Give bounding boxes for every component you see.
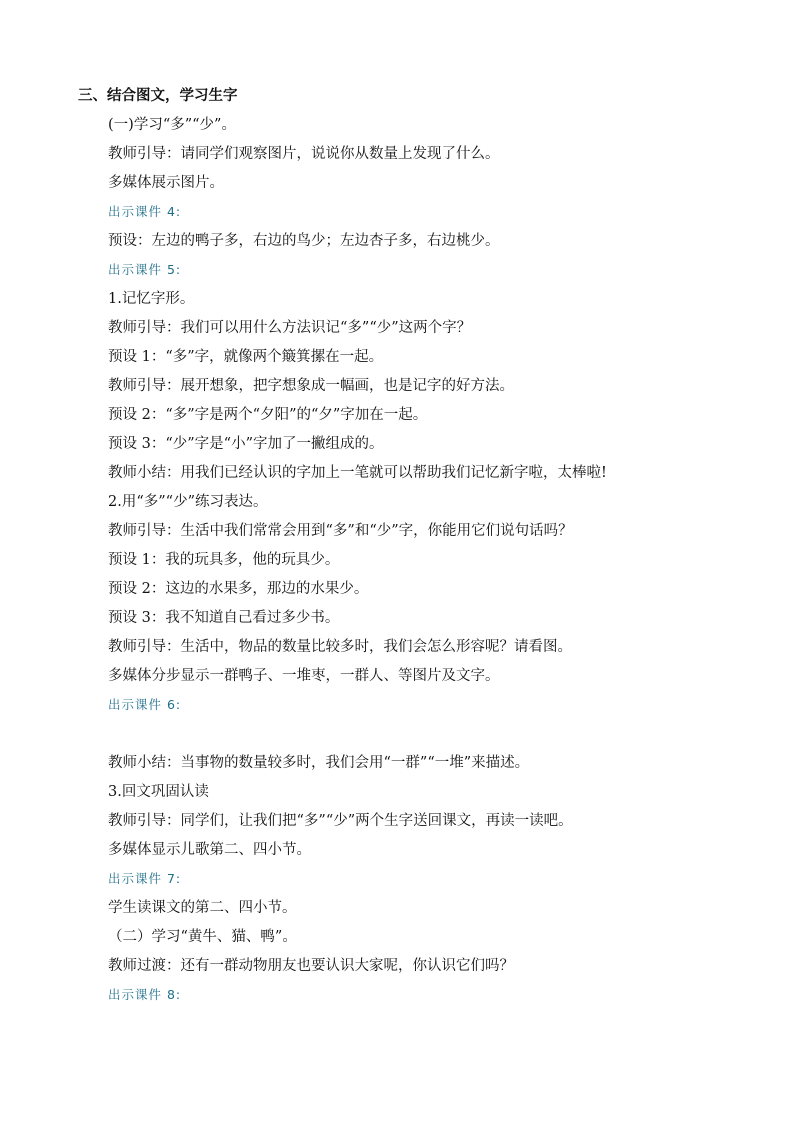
- paragraph: 预设 2：“多”字是两个“夕阳”的“夕”字加在一起。: [108, 407, 428, 423]
- subsection-2-title: （二）学习“黄牛、猫、鸭”。: [108, 929, 297, 945]
- paragraph: 教师小结：用我们已经认识的字加上一笔就可以帮助我们记忆新字啦，太棒啦!: [108, 465, 607, 481]
- paragraph: 预设：左边的鸭子多，右边的鸟少；左边杏子多，右边桃少。: [108, 233, 500, 249]
- paragraph: 多媒体显示儿歌第二、四小节。: [108, 842, 311, 858]
- paragraph: 预设 2：这边的水果多，那边的水果少。: [108, 581, 369, 597]
- subsection-1-title: (一)学习“多”“少”。: [108, 117, 236, 133]
- courseware-label: 出示课件 8:: [108, 987, 182, 1002]
- paragraph: 教师过渡：还有一群动物朋友也要认识大家呢，你认识它们吗？: [108, 958, 514, 974]
- numbered-step: 3.回文巩固认读: [108, 784, 209, 800]
- paragraph: 预设 1：我的玩具多，他的玩具少。: [108, 552, 340, 568]
- numbered-step: 2.用“多”“少”练习表达。: [108, 494, 268, 510]
- paragraph: 教师引导：我们可以用什么方法识记“多”“少”这两个字？: [108, 320, 472, 336]
- paragraph: 预设 3：我不知道自己看过多少书。: [108, 610, 340, 626]
- courseware-label: 出示课件 5:: [108, 262, 182, 277]
- paragraph: 教师引导：请同学们观察图片，说说你从数量上发现了什么。: [108, 146, 500, 162]
- paragraph: 预设 3：“少”字是“小”字加了一撇组成的。: [108, 436, 384, 452]
- paragraph: 教师引导：生活中，物品的数量比较多时，我们会怎么形容呢？请看图。: [108, 639, 572, 655]
- paragraph: 教师引导：生活中我们常常会用到“多”和“少”字，你能用它们说句话吗？: [108, 523, 573, 539]
- section-heading: 三、结合图文，学习生字: [78, 88, 238, 104]
- courseware-label: 出示课件 7:: [108, 871, 182, 886]
- paragraph: 教师引导：同学们，让我们把“多”“少”两个生字送回课文，再读一读吧。: [108, 813, 573, 829]
- paragraph: 多媒体展示图片。: [108, 175, 224, 191]
- paragraph: 多媒体分步显示一群鸭子、一堆枣，一群人、等图片及文字。: [108, 668, 500, 684]
- paragraph: 学生读课文的第二、四小节。: [108, 900, 297, 916]
- paragraph: 预设 1：“多”字，就像两个簸箕摞在一起。: [108, 349, 384, 365]
- numbered-step: 1.记忆字形。: [108, 291, 195, 307]
- courseware-label: 出示课件 6:: [108, 697, 182, 712]
- paragraph: 教师引导：展开想象，把字想象成一幅画，也是记字的好方法。: [108, 378, 514, 394]
- courseware-label: 出示课件 4:: [108, 204, 182, 219]
- paragraph: 教师小结：当事物的数量较多时，我们会用“一群”“一堆”来描述。: [108, 755, 530, 771]
